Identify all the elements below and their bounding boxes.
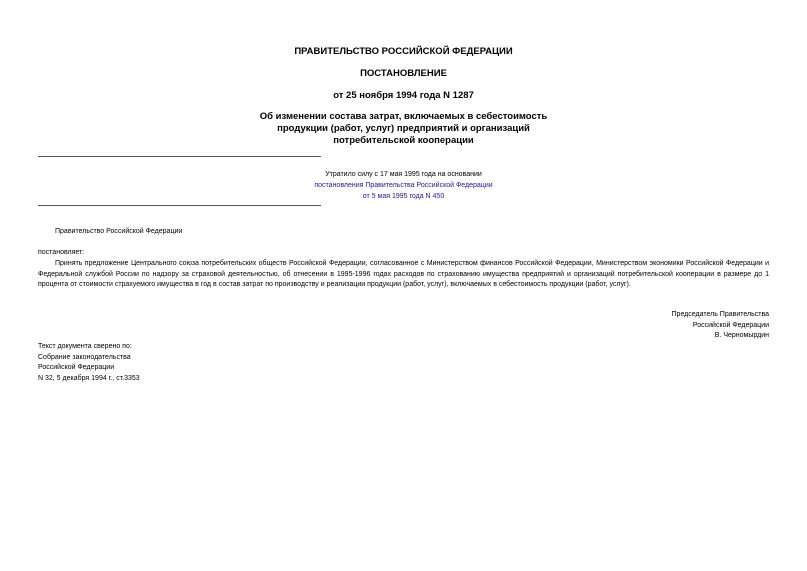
repeal-decree-date-link[interactable]: от 5 мая 1995 года N 450: [362, 193, 445, 200]
divider-bottom: [38, 205, 321, 206]
source-line: Собрание законодательства: [38, 353, 131, 361]
subject-line: Об изменении состава затрат, включаемых в себестоимость: [259, 111, 548, 122]
subject-line: продукции (работ, услуг) предприятий и организаций: [277, 123, 530, 134]
document-type-heading: ПОСТАНОВЛЕНИЕ: [360, 68, 447, 79]
status-note-text: Утратило силу с 17 мая 1995 года на основании: [325, 171, 482, 178]
status-note: [0, 169, 807, 202]
source-reference: [38, 342, 140, 384]
date-number-heading: от 25 ноября 1994 года N 1287: [333, 90, 474, 101]
repeal-decree-link[interactable]: постановления Правительства Российской Федерации: [314, 182, 493, 189]
divider-top: [38, 156, 321, 157]
source-line: Текст документа сверено по:: [38, 343, 132, 350]
signature-line: Российской Федерации: [692, 321, 769, 329]
body-paragraph: Принять предложение Центрального союза потребительских обществ Российской Федерации, согласованное с Министерством финансов Российской Федерации, Министерством экономики Российской Федерации и Федеральной службой России по надзору за страховой деятельностью, об отнесении в 1995-1996 годах расходов по страхованию имущества предприятий и организаций потребительской кооперации в размере до 1 процента от стоимости страхуемого имущества в год в состав затрат по производству и реализации продукции (работ, услуг), включаемых в себестоимость продукции (работ, услуг).: [38, 260, 769, 288]
document-subject: [0, 111, 807, 147]
signature-block: [672, 310, 769, 342]
government-heading: ПРАВИТЕЛЬСТВО РОССИЙСКОЙ ФЕДЕРАЦИИ: [294, 46, 513, 57]
signature-line: Председатель Правительства: [671, 311, 769, 318]
issuer-text: Правительство Российской Федерации: [55, 228, 183, 235]
source-line: Российской Федерации: [38, 364, 115, 371]
subject-line: потребительской кооперации: [333, 135, 474, 146]
decree-word: постановляет:: [38, 249, 85, 256]
signature-line: В. Черномырдин: [714, 332, 769, 339]
source-line: N 32, 5 декабря 1994 г., ст.3353: [38, 374, 140, 382]
